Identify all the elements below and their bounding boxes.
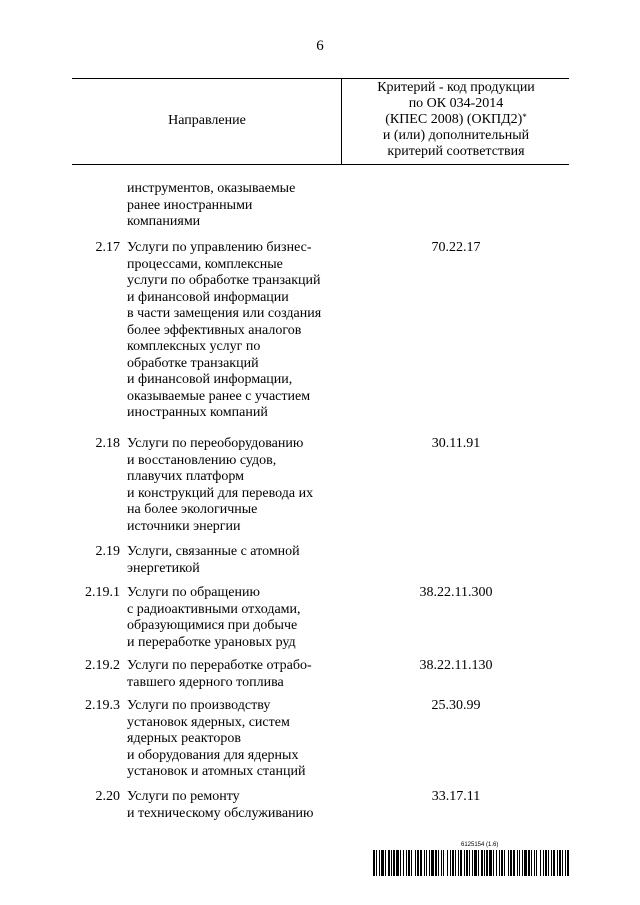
row-line: и оборудования для ядерных [127, 747, 299, 763]
barcode-bar [545, 850, 547, 876]
row-description [127, 789, 357, 822]
barcode-bar [543, 850, 544, 876]
table-top-rule [72, 78, 569, 79]
barcode-bar [528, 850, 530, 876]
barcode-bar [493, 850, 494, 876]
barcode-bar [484, 850, 485, 876]
barcode-bar [534, 850, 535, 876]
barcode-bar [373, 850, 375, 876]
barcode-bar [519, 850, 520, 876]
barcode [373, 850, 569, 876]
barcode-bar [510, 850, 512, 876]
row-code: 38.22.11.300 [419, 585, 493, 600]
barcode-bar [455, 850, 456, 876]
row-code: 33.17.11 [431, 789, 481, 804]
row-line: тавшего ядерного топлива [127, 674, 284, 690]
barcode-bar [496, 850, 497, 876]
row-number: 2.19.2 [85, 658, 120, 673]
row-line: Услуги по управлению бизнес- [127, 240, 312, 255]
barcode-bar [559, 850, 561, 876]
row-description [127, 585, 357, 651]
row-line: источники энергии [127, 518, 241, 534]
barcode-bar [424, 850, 425, 876]
row-number: 2.19.1 [85, 585, 120, 600]
row-code: 30.11.91 [431, 436, 481, 451]
row-line: образующимися при добыче [127, 618, 298, 633]
barcode-bar [481, 850, 483, 876]
row-line: Услуги по переоборудованию [127, 436, 304, 451]
row-description [127, 658, 357, 691]
row-line: в части замещения или создания [127, 306, 322, 321]
barcode-bar [508, 850, 509, 876]
barcode-bar [435, 850, 437, 876]
row-number: 2.19.3 [85, 698, 120, 713]
row-line: и восстановлению судов, [127, 452, 277, 468]
header-criterion-line: критерий соответствия [387, 144, 525, 159]
row-line: процессами, комплексные [127, 256, 283, 272]
row-line: и конструкций для перевода их [127, 485, 314, 501]
barcode-bar [438, 850, 439, 876]
barcode-bar [417, 850, 419, 876]
row-line: оказываемые ранее с участием [127, 388, 311, 404]
row-line: Услуги по обращению [127, 585, 260, 600]
barcode-bar [400, 850, 401, 876]
barcode-bar [472, 850, 473, 876]
barcode-bar [388, 850, 390, 876]
barcode-bar [376, 850, 377, 876]
barcode-bar [524, 850, 527, 876]
barcode-bar [469, 850, 470, 876]
barcode-bar [562, 850, 563, 876]
row-number: 2.18 [95, 436, 120, 451]
barcode-bar [464, 850, 465, 876]
row-line: более эффективных аналогов [127, 322, 302, 338]
row-line: Услуги по переработке отрабо- [127, 658, 312, 673]
row-description [127, 240, 357, 422]
barcode-bar [466, 850, 468, 876]
row-line: и финансовой информации, [127, 372, 293, 387]
row-line: компаниями [127, 214, 201, 229]
header-criterion-line-text: (КПЕС 2008) (ОКПД2) [385, 112, 523, 127]
barcode-bar [536, 850, 537, 876]
barcode-bar [379, 850, 380, 876]
header-bottom-rule [72, 164, 569, 165]
barcode-bar [513, 850, 515, 876]
barcode-bar [411, 850, 412, 876]
barcode-bar [489, 850, 492, 876]
row-code: 70.22.17 [431, 240, 481, 255]
barcode-bar [393, 850, 395, 876]
row-description [127, 544, 357, 577]
row-line: энергетикой [127, 560, 200, 576]
barcode-bar [420, 850, 422, 876]
barcode-bar [501, 850, 503, 876]
row-line: установок и атомных станций [127, 764, 306, 779]
row-number: 2.19 [95, 544, 120, 559]
barcode-bar [391, 850, 392, 876]
barcode-bar [452, 850, 454, 876]
barcode-bar [406, 850, 407, 876]
barcode-bar [447, 850, 448, 876]
barcode-bar [429, 850, 430, 876]
row-code: 38.22.11.130 [419, 658, 493, 673]
barcode-bar [385, 850, 386, 876]
row-line: с радиоактивными отходами, [127, 601, 301, 617]
barcode-bar [567, 850, 569, 876]
barcode-bar [443, 850, 444, 876]
row-line: обработке транзакций [127, 355, 259, 371]
document-code: 6125154 (1.6) [461, 842, 499, 848]
barcode-bar [474, 850, 477, 876]
barcode-bar [441, 850, 442, 876]
barcode-bar [557, 850, 558, 876]
footnote-mark: * [522, 112, 527, 122]
header-criterion-line [342, 112, 570, 128]
row-description [127, 181, 357, 231]
header-criterion-line: по ОК 034-2014 [408, 96, 504, 111]
barcode-bar [431, 850, 434, 876]
row-line: комплексных услуг по [127, 339, 261, 354]
barcode-bar [531, 850, 532, 876]
row-line: Услуги по ремонту [127, 789, 240, 804]
row-line: инструментов, оказываемые [127, 181, 296, 196]
row-line: ранее иностранными [127, 197, 253, 213]
row-description [127, 698, 357, 781]
barcode-bar [565, 850, 566, 876]
header-direction: Направление [168, 113, 246, 128]
header-criterion-line: Критерий - код продукции [377, 80, 535, 95]
row-line: плавучих платформ [127, 469, 245, 484]
row-line: Услуги, связанные с атомной [127, 544, 300, 559]
row-line: иностранных компаний [127, 405, 268, 420]
row-line: услуги по обработке транзакций [127, 273, 321, 288]
barcode-bar [396, 850, 399, 876]
row-line: ядерных реакторов [127, 731, 241, 746]
barcode-bar [478, 850, 479, 876]
barcode-bar [486, 850, 488, 876]
barcode-bar [408, 850, 410, 876]
row-description [127, 436, 357, 535]
page-number: 6 [316, 38, 324, 54]
barcode-bar [504, 850, 505, 876]
barcode-bar [551, 850, 552, 876]
barcode-bar [426, 850, 427, 876]
barcode-bar [450, 850, 451, 876]
barcode-bar [403, 850, 404, 876]
header-criterion [342, 80, 570, 160]
barcode-bar [548, 850, 549, 876]
barcode-bar [553, 850, 555, 876]
row-line: на более экологичные [127, 502, 258, 517]
barcode-bar [517, 850, 518, 876]
row-line: Услуги по производству [127, 698, 271, 713]
row-number: 2.20 [95, 789, 120, 804]
barcode-bar [415, 850, 416, 876]
barcode-bar [460, 850, 462, 876]
barcode-bar [499, 850, 500, 876]
barcode-bar [458, 850, 459, 876]
row-line: установок ядерных, систем [127, 714, 290, 730]
barcode-bar [522, 850, 523, 876]
row-number: 2.17 [95, 240, 120, 255]
row-line: и переработке урановых руд [127, 634, 296, 650]
row-code: 25.30.99 [431, 698, 481, 713]
barcode-bar [381, 850, 384, 876]
barcode-bar [540, 850, 541, 876]
row-line: и техническому обслуживанию [127, 805, 314, 821]
header-criterion-line: и (или) дополнительный [382, 128, 530, 143]
row-line: и финансовой информации [127, 289, 289, 305]
